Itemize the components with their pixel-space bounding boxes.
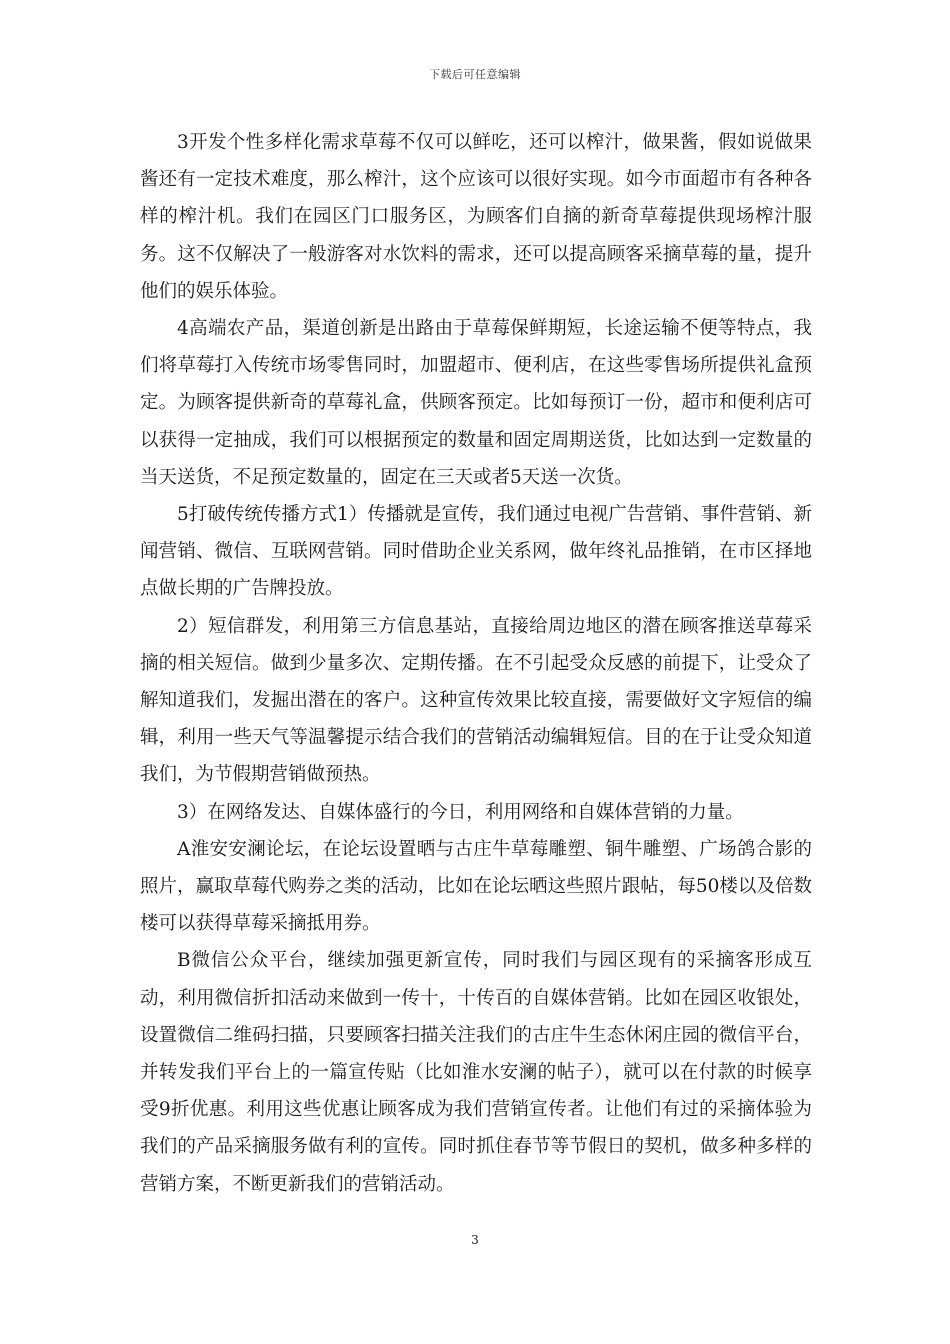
paragraph-3: 5打破传统传播方式1）传播就是宣传，我们通过电视广告营销、事件营销、新闻营销、微信、互联网营销。同时借助企业关系网，做年终礼品推销，在市区择地点做长期的广告牌投放。: [140, 504, 812, 600]
page-header: 下载后可任意编辑: [429, 68, 521, 81]
paragraph-2: 4高端农产品，渠道创新是出路由于草莓保鲜期短，长途运输不便等特点，我们将草莓打入传统市场零售同时，加盟超市、便利店，在这些零售场所提供礼盒预定。为顾客提供新奇的草莓礼盒，供顾客预定。比如每预订一份，超市和便利店可以获得一定抽成，我们可以根据预定的数量和固定周期送货，比如达到一定数量的当天送货，不足预定数量的，固定在三天或者5天送一次货。: [140, 318, 812, 488]
page-number: 3: [471, 1233, 479, 1247]
paragraph-7: B微信公众平台，继续加强更新宣传，同时我们与园区现有的采摘客形成互动，利用微信折扣活动来做到一传十，十传百的自媒体营销。比如在园区收银处，设置微信二维码扫描，只要顾客扫描关注我们的古庄牛生态休闲庄园的微信平台，并转发我们平台上的一篇宣传贴（比如淮水安澜的帖子），就可以在付款的时候享受9折优惠。利用这些优惠让顾客成为我们营销宣传者。让他们有过的采摘体验为我们的产品采摘服务做有利的宣传。同时抓住春节等节假日的契机，做多种多样的营销方案，不断更新我们的营销活动。: [140, 950, 812, 1195]
paragraph-4: 2）短信群发，利用第三方信息基站，直接给周边地区的潜在顾客推送草莓采摘的相关短信。做到少量多次、定期传播。在不引起受众反感的前提下，让受众了解知道我们，发掘出潜在的客户。这种宣传效果比较直接，需要做好文字短信的编辑，利用一些天气等温馨提示结合我们的营销活动编辑短信。目的在于让受众知道我们，为节假期营销做预热。: [140, 615, 812, 786]
paragraph-1: 3开发个性多样化需求草莓不仅可以鲜吃，还可以榨汁，做果酱，假如说做果酱还有一定技术难度，那么榨汁，这个应该可以很好实现。如今市面超市有各种各样的榨汁机。我们在园区门口服务区，为顾客们自摘的新奇草莓提供现场榨汁服务。这不仅解决了一般游客对水饮料的需求，还可以提高顾客采摘草莓的量，提升他们的娱乐体验。: [140, 132, 812, 302]
paragraph-6: A淮安安澜论坛，在论坛设置晒与古庄牛草莓雕塑、铜牛雕塑、广场鸽合影的照片，赢取草莓代购券之类的活动，比如在论坛晒这些照片跟帖，每50楼以及倍数楼可以获得草莓采摘抵用券。: [140, 838, 812, 935]
document-body: [140, 124, 812, 1203]
paragraph-5: 3）在网络发达、自媒体盛行的今日，利用网络和自媒体营销的力量。: [177, 801, 744, 823]
